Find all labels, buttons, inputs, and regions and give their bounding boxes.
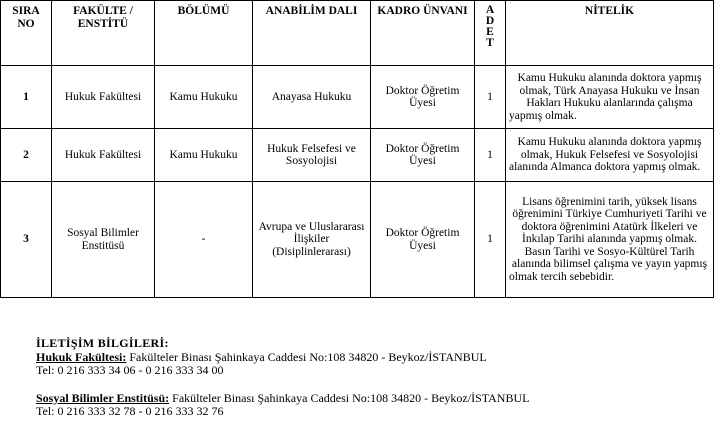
hukuk-tel: Tel: 0 216 333 34 06 - 0 216 333 34 00 [36,363,224,377]
row-nitelik: Kamu Hukuku alanında doktora yapmış olmak, Hukuk Felsefesi ve Sosyolojisi alanında Almanca doktora yapmış olmak. [506,129,714,182]
header-adet-letter: T [486,37,494,49]
row-nitelik: Lisans öğrenimini tarih, yüksek lisans öğrenimini Türkiye Cumhuriyeti Tarihi ve doktora öğrenimini Atatürk İlkeleri ve İnkılap Tarihi alanında yapmış olmak. Basın Tarihi ve Sosyo-Kültürel Tarih alanında bilimsel çalışma ve yayın yapmış olmak tercih sebebidir. [506,182,714,298]
row-nitelik: Kamu Hukuku alanında doktora yapmış olmak, Türk Anayasa Hukuku ve İnsan Hakları Hukuku alanlarında çalışma yapmış olmak. [506,66,714,129]
row-bolum: Kamu Hukuku [155,129,253,182]
header-row [1,1,714,66]
header-nitelik: NİTELİK [506,1,714,66]
row-kadro: Doktor Öğretim Üyesi [371,182,475,298]
hukuk-address: Fakülteler Binası Şahinkaya Caddesi No:108 34820 - Beykoz/İSTANBUL [126,349,487,364]
header-kadro: KADRO ÜNVANI [371,1,475,66]
row-fakulte: Sosyal Bilimler Enstitüsü [52,182,155,298]
row-anabilim: Anayasa Hukuku [253,66,371,129]
row-sira: 1 [1,66,52,129]
table-row [1,182,714,298]
spacer [36,378,529,392]
header-adet-letter: D [485,15,495,27]
hukuk-address-line [36,351,529,365]
row-bolum: Kamu Hukuku [155,66,253,129]
hukuk-label: Hukuk Fakültesi: [36,349,127,364]
table-row [1,129,714,182]
header-adet [475,1,506,66]
row-adet: 1 [475,182,506,298]
contact-title: İLETİŞİM BİLGİLERİ: [36,336,169,350]
row-kadro: Doktor Öğretim Üyesi [371,66,475,129]
sosyal-address-line [36,392,529,406]
row-fakulte: Hukuk Fakültesi [52,66,155,129]
row-bolum: - [155,182,253,298]
header-adet-letter: A [485,4,495,16]
row-adet: 1 [475,129,506,182]
row-sira: 3 [1,182,52,298]
header-anabilim: ANABİLİM DALI [253,1,371,66]
contact-info [36,337,529,419]
sosyal-tel: Tel: 0 216 333 32 78 - 0 216 333 32 76 [36,404,224,418]
table-row [1,66,714,129]
row-anabilim: Hukuk Felsefesi ve Sosyolojisi [253,129,371,182]
header-bolum: BÖLÜMÜ [155,1,253,66]
row-fakulte: Hukuk Fakültesi [52,129,155,182]
row-kadro: Doktor Öğretim Üyesi [371,129,475,182]
header-fakulte: FAKÜLTE / ENSTİTÜ [52,1,155,66]
row-anabilim: Avrupa ve Uluslararası İlişkiler (Disiplinlerarası) [253,182,371,298]
row-sira: 2 [1,129,52,182]
row-adet: 1 [475,66,506,129]
sosyal-address: Fakülteler Binası Şahinkaya Caddesi No:108 34820 - Beykoz/İSTANBUL [169,390,530,405]
header-sira-no: SIRA NO [1,1,52,66]
sosyal-label: Sosyal Bilimler Enstitüsü: [36,390,170,405]
header-adet-letter: E [486,26,494,38]
